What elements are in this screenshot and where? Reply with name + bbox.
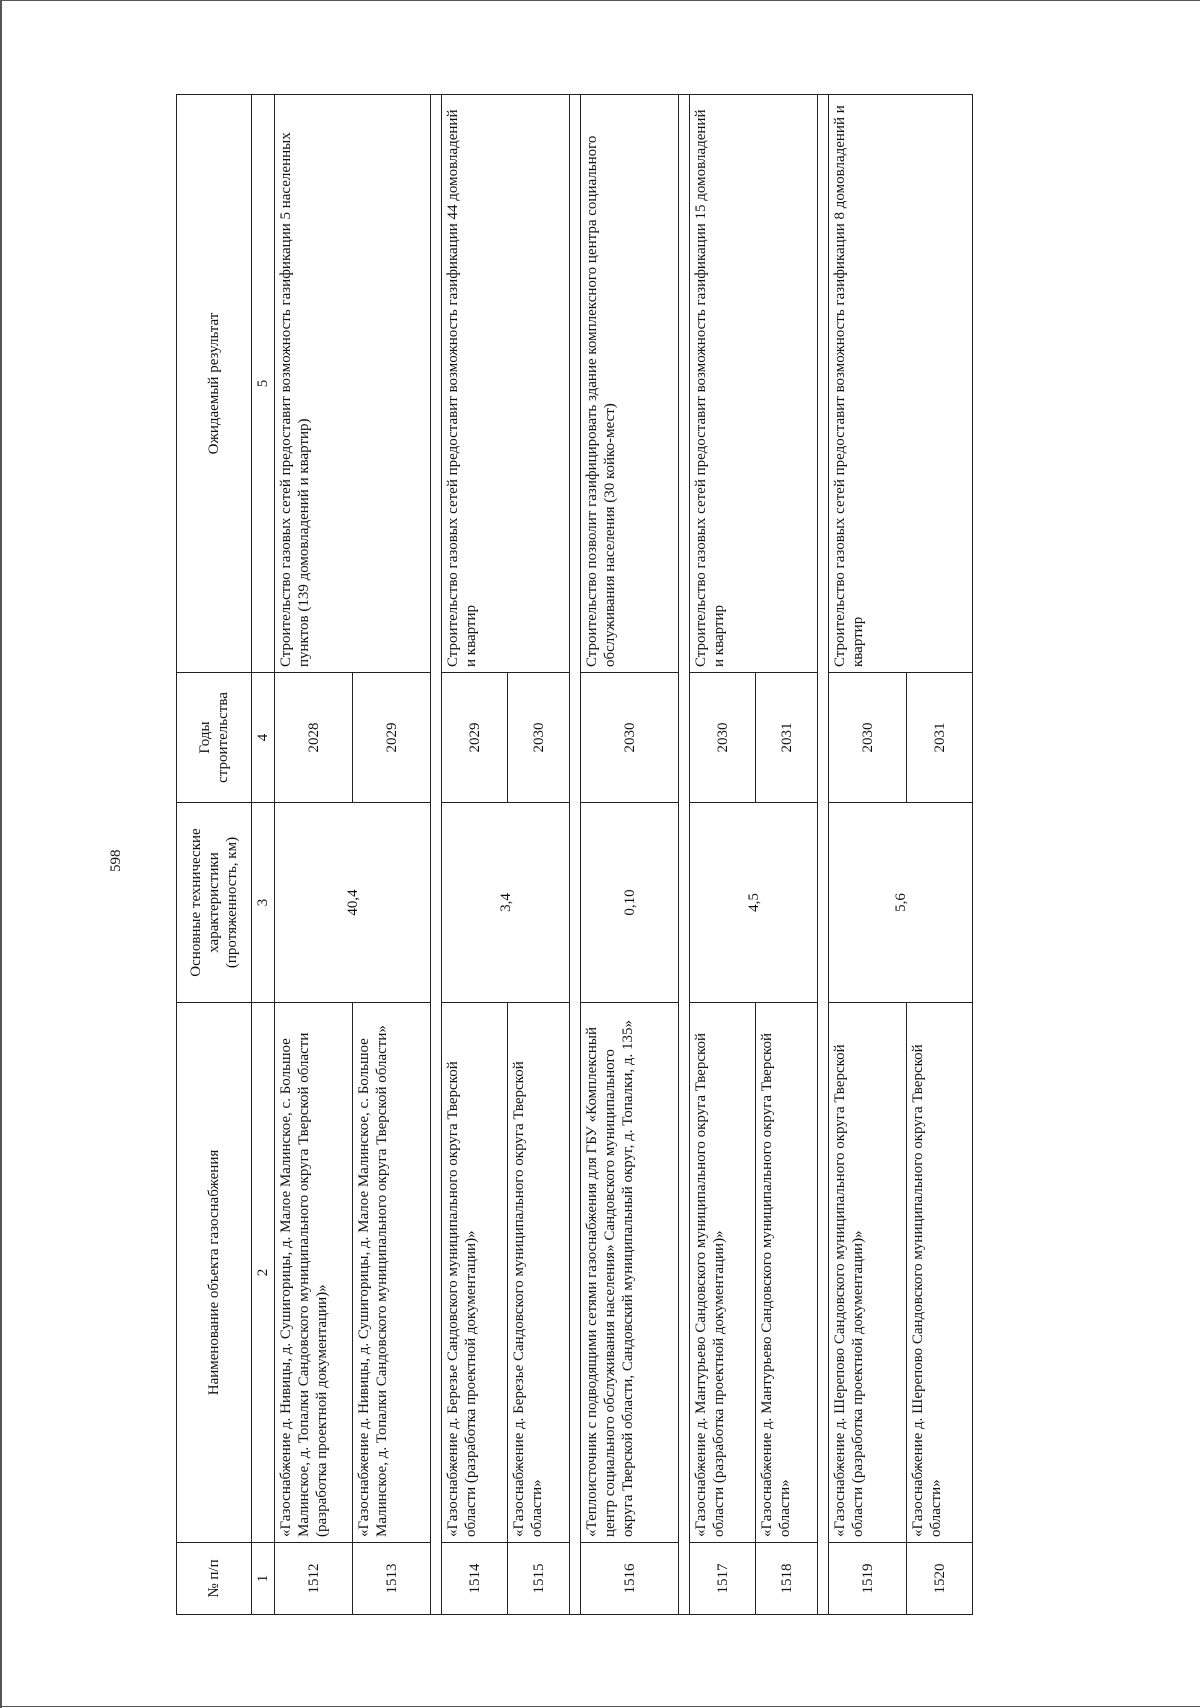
object-name: «Газоснабжение д. Шерепово Сандовского муниципального округа Тверской области (разработка проектной документации)» xyxy=(829,1003,907,1543)
object-name: «Газоснабжение д. Нивицы, д. Сушигорицы, д. Малое Малинское, с. Большое Малинское, д. Топалки Сандовского муниципального округа Тверской области» xyxy=(353,1003,431,1543)
row-number: 1512 xyxy=(275,1543,353,1615)
header-years: Годы строительства xyxy=(177,673,252,803)
object-name: «Теплоисточник с подводящими сетями газоснабжения для ГБУ «Комплексный центр социального обслуживания населения» Сандовского муниципального округа Тверской области, Сандовский муниципальный округ, д. Топалки, д. 135» xyxy=(581,1003,679,1543)
page-number: 598 xyxy=(108,849,124,872)
construction-year: 2028 xyxy=(275,673,353,803)
length-value: 0,10 xyxy=(581,803,679,1003)
rotated-page xyxy=(176,95,1074,1615)
group-gap xyxy=(570,95,581,1615)
construction-year: 2029 xyxy=(353,673,431,803)
construction-year: 2030 xyxy=(829,673,907,803)
column-number: 1 xyxy=(252,1543,275,1615)
object-name: «Газоснабжение д. Березье Сандовского муниципального округа Тверской области» xyxy=(508,1003,570,1543)
column-number: 4 xyxy=(252,673,275,803)
length-value: 4,5 xyxy=(690,803,818,1003)
expected-result: Строительство газовых сетей предоставит возможность газификации 44 домовладений и квартир xyxy=(442,95,570,673)
scan-edge-left xyxy=(0,0,2,1708)
object-name: «Газоснабжение д. Березье Сандовского муниципального округа Тверской области (разработка проектной документации)» xyxy=(442,1003,508,1543)
row-number: 1519 xyxy=(829,1543,907,1615)
group-gap xyxy=(818,95,829,1615)
row-number: 1518 xyxy=(756,1543,818,1615)
row-number: 1514 xyxy=(442,1543,508,1615)
column-number: 3 xyxy=(252,803,275,1003)
table-row xyxy=(690,95,756,1615)
row-number: 1515 xyxy=(508,1543,570,1615)
scan-edge-top xyxy=(0,0,1200,1)
expected-result: Строительство газовых сетей предоставит возможность газификации 8 домовладений и квартир xyxy=(829,95,973,673)
scan-edge-bottom xyxy=(0,1706,1200,1707)
object-name: «Газоснабжение д. Мантурьево Сандовского муниципального округа Тверской области» xyxy=(756,1003,818,1543)
construction-year: 2030 xyxy=(508,673,570,803)
header-object-name: Наименование объекта газоснабжения xyxy=(177,1003,252,1543)
header-number: № п/п xyxy=(177,1543,252,1615)
construction-year: 2029 xyxy=(442,673,508,803)
object-name: «Газоснабжение д. Шерепово Сандовского муниципального округа Тверской области» xyxy=(907,1003,973,1543)
group-gap xyxy=(431,95,442,1615)
expected-result: Строительство газовых сетей предоставит возможность газификации 5 населенных пунктов (139 домовладений и квартир) xyxy=(275,95,431,673)
row-number: 1516 xyxy=(581,1543,679,1615)
expected-result: Строительство газовых сетей предоставит возможность газификации 15 домовладений и квартир xyxy=(690,95,818,673)
object-name: «Газоснабжение д. Мантурьево Сандовского муниципального округа Тверской области (разработка проектной документации)» xyxy=(690,1003,756,1543)
construction-year: 2031 xyxy=(907,673,973,803)
row-number: 1513 xyxy=(353,1543,431,1615)
length-value: 40,4 xyxy=(275,803,431,1003)
group-gap xyxy=(679,95,690,1615)
length-value: 5,6 xyxy=(829,803,973,1003)
object-name: «Газоснабжение д. Нивицы, д. Сушигорицы, д. Малое Малинское, с. Большое Малинское, д. Топалки Сандовского муниципального округа Тверской области (разработка проектной документации)» xyxy=(275,1003,353,1543)
row-number: 1520 xyxy=(907,1543,973,1615)
gas-supply-table xyxy=(176,94,973,1615)
table-row xyxy=(275,95,353,1615)
expected-result: Строительство позволит газифицировать здание комплексного центра социального обслуживания населения (30 койко-мест) xyxy=(581,95,679,673)
header-row xyxy=(177,95,252,1615)
column-number: 2 xyxy=(252,1003,275,1543)
table-row xyxy=(829,95,907,1615)
construction-year: 2030 xyxy=(690,673,756,803)
header-result: Ожидаемый результат xyxy=(177,95,252,673)
table-row xyxy=(442,95,508,1615)
column-number: 5 xyxy=(252,95,275,673)
length-value: 3,4 xyxy=(442,803,570,1003)
header-length: Основные технические характеристики (протяженность, км) xyxy=(177,803,252,1003)
column-number-row xyxy=(252,95,275,1615)
row-number: 1517 xyxy=(690,1543,756,1615)
construction-year: 2031 xyxy=(756,673,818,803)
construction-year: 2030 xyxy=(581,673,679,803)
table-row xyxy=(581,95,679,1615)
